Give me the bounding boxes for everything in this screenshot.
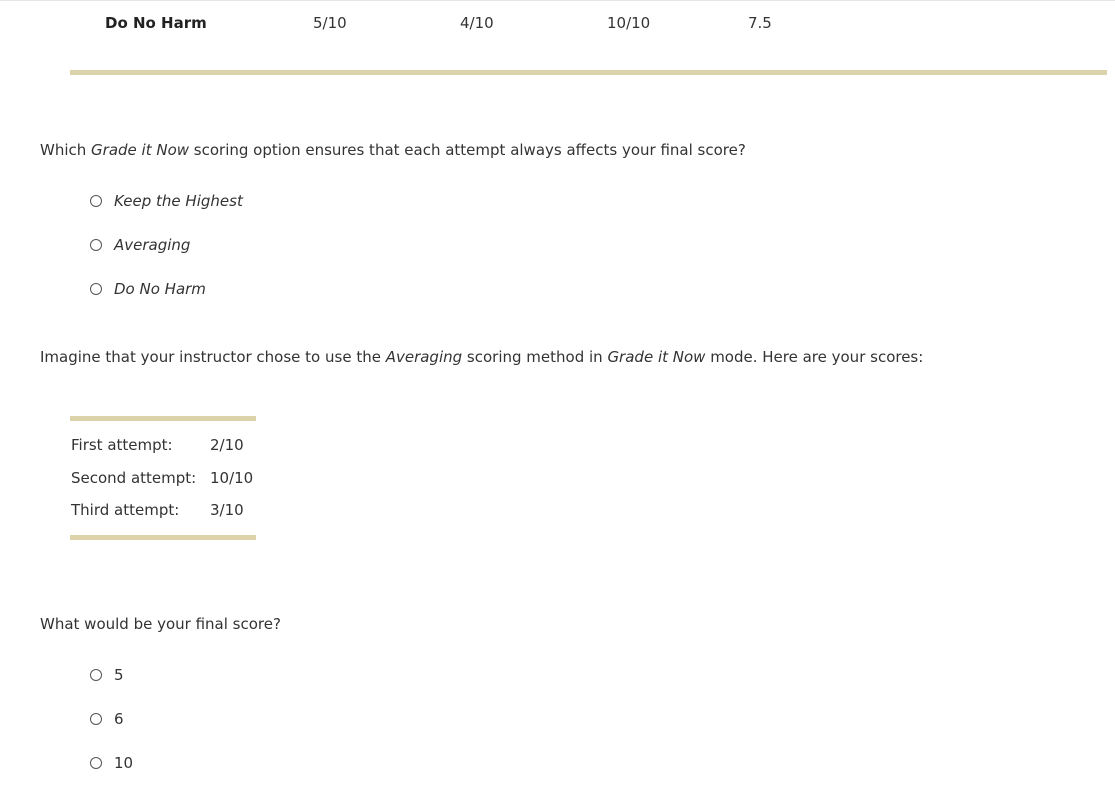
attempts-top-divider [70, 416, 256, 421]
option-do-no-harm[interactable] [90, 279, 206, 299]
radio-button[interactable] [90, 239, 102, 251]
scenario-text [40, 348, 923, 366]
score-row-value: 5/10 [313, 14, 347, 32]
option-label: Averaging [114, 236, 191, 254]
attempts-bottom-divider [70, 535, 256, 540]
score-table-row [0, 14, 1115, 36]
radio-button[interactable] [90, 283, 102, 295]
option-label: Keep the Highest [114, 192, 243, 210]
option-label: Do No Harm [114, 280, 206, 298]
table-divider [70, 70, 1107, 75]
attempt-label: Second attempt: [71, 468, 197, 487]
radio-button[interactable] [90, 195, 102, 207]
radio-button[interactable] [90, 757, 102, 769]
radio-button[interactable] [90, 713, 102, 725]
score-row-value: 4/10 [460, 14, 494, 32]
question-text: Which [40, 141, 92, 159]
option-answer-6[interactable] [90, 709, 124, 729]
option-label: 5 [114, 666, 124, 684]
option-answer-5[interactable] [90, 665, 124, 685]
score-row-value: 7.5 [748, 14, 772, 32]
option-answer-10[interactable] [90, 753, 133, 773]
scenario-part: Imagine that your instructor chose to use the [40, 348, 386, 366]
question-text: scoring option ensures that each attempt always affects your final score? [189, 141, 746, 159]
option-label: 10 [114, 754, 134, 772]
option-keep-highest[interactable] [90, 191, 243, 211]
score-row-value: 10/10 [607, 14, 651, 32]
attempt-label: Third attempt: [71, 501, 180, 519]
attempt-score: 2/10 [210, 436, 244, 454]
option-label: 6 [114, 710, 124, 728]
top-border [0, 0, 1115, 1]
option-averaging[interactable] [90, 235, 190, 255]
attempt-score: 10/10 [210, 468, 254, 487]
question-final-score: What would be your final score? [40, 615, 281, 633]
attempt-label: First attempt: [71, 436, 173, 454]
score-row-name: Do No Harm [105, 14, 207, 32]
scenario-part: mode. Here are your scores: [705, 348, 924, 366]
scenario-part: scoring method in [462, 348, 608, 366]
scenario-emphasis: Grade it Now [607, 348, 706, 366]
question-emphasis: Grade it Now [91, 141, 190, 159]
attempt-score: 3/10 [210, 501, 244, 519]
scenario-emphasis: Averaging [385, 348, 463, 366]
question-scoring-option [40, 141, 746, 159]
radio-button[interactable] [90, 669, 102, 681]
